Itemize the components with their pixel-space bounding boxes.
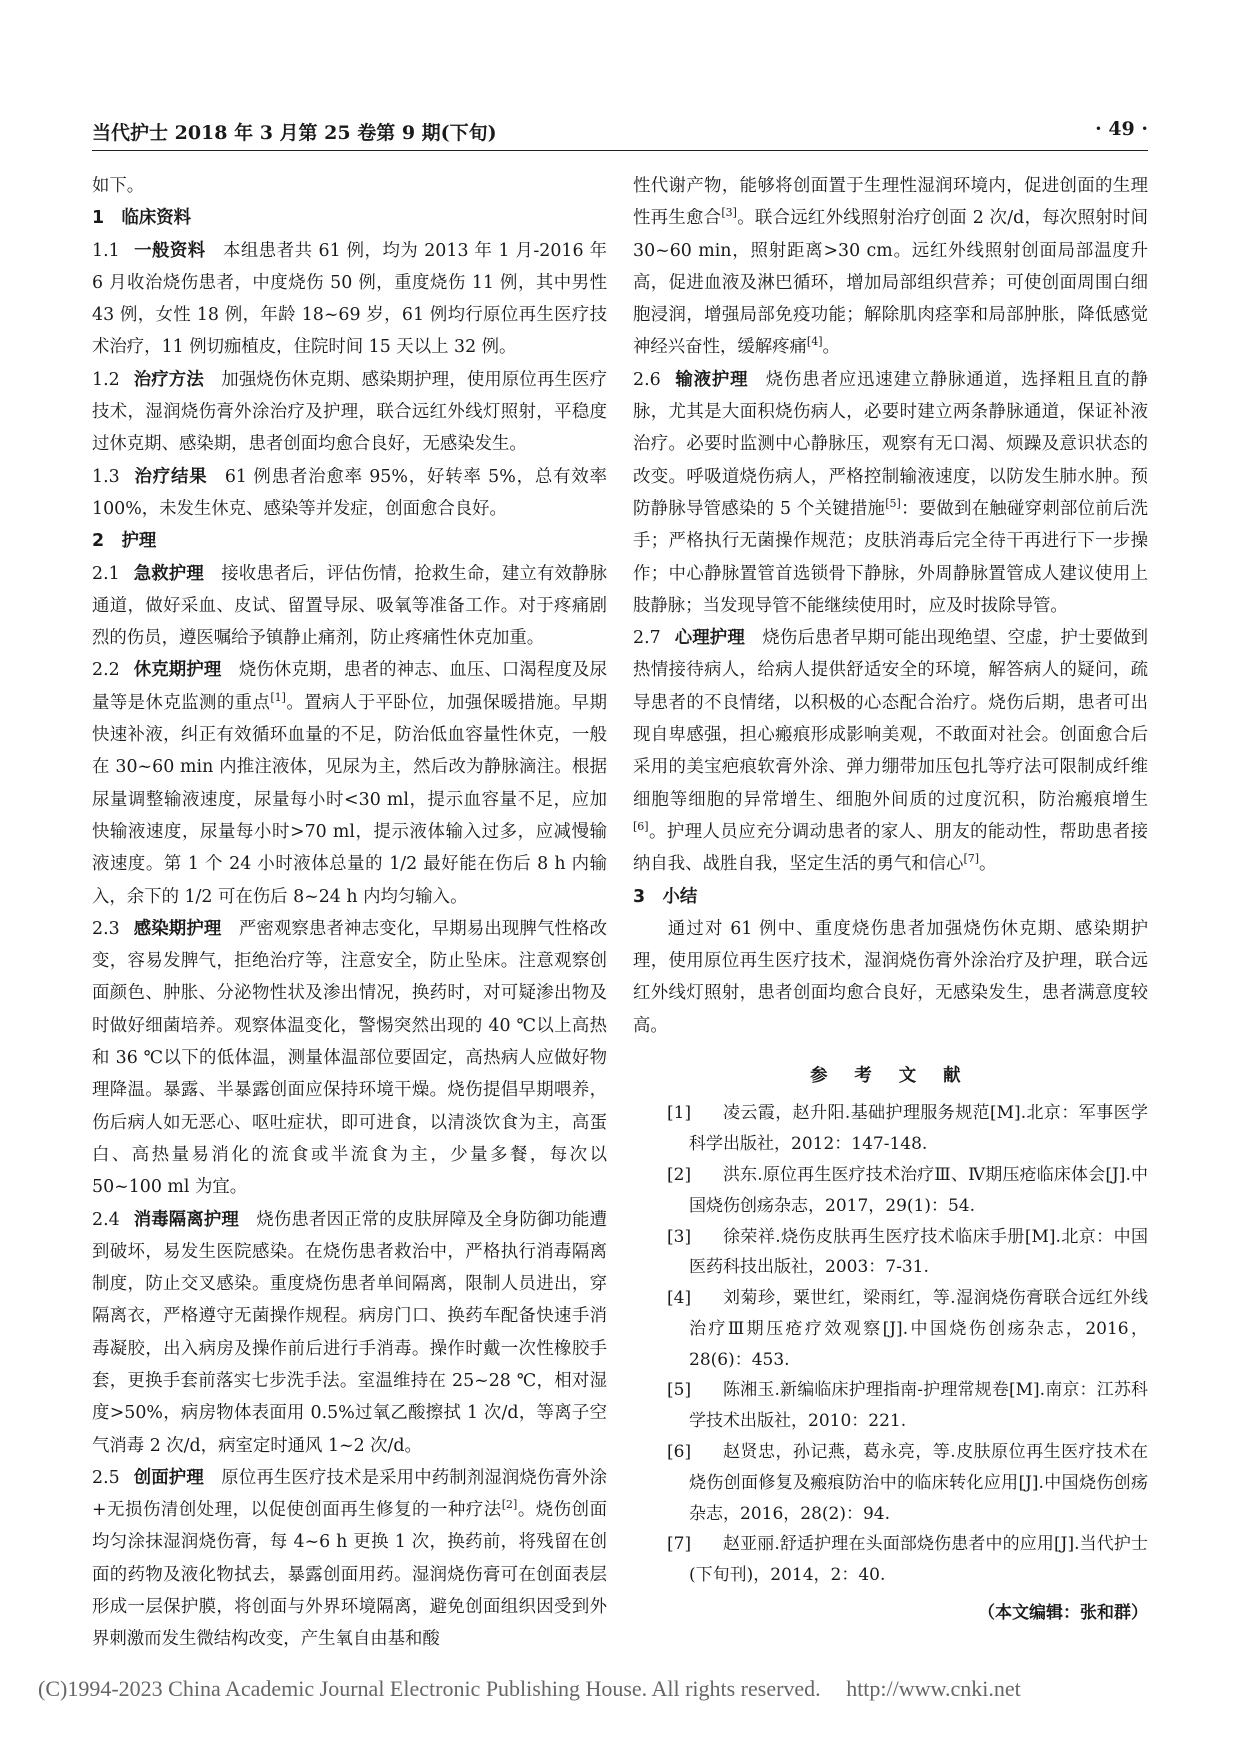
citation-ref: [6]	[633, 820, 649, 834]
reference-item: [7] 赵亚丽.舒适护理在头面部烧伤患者中的应用[J].当代护士(下旬刊)，2014，2：40.	[667, 1534, 1148, 1586]
citation-ref: [3]	[721, 206, 737, 220]
reference-list	[633, 1098, 1148, 1591]
subsection-2-6: 2.6 输液护理 烧伤患者应迅速建立静脉通道，选择粗且直的静脉，尤其是大面积烧伤病人，必要时建立两条静脉通道，保证补液治疗。必要时监测中心静脉压，观察有无口渴、烦躁及意识状态的改变。呼吸道烧伤病人，严格控制输液速度，以防发生肺水肿。预防静脉导管感染的 5 个关键措施[5]：要做到在触碰穿刺部位前后洗手；严格执行无菌操作规范；皮肤消毒后完全待干再进行下一步操作；中心静脉置管首选锁骨下静脉，外周静脉置管成人建议使用上肢静脉；当发现导管不能继续使用时，应及时拔除导管。	[633, 369, 1148, 616]
reference-item: [5] 陈湘玉.新编临床护理指南-护理常规卷[M].南京：江苏科学技术出版社，2010：221.	[667, 1380, 1148, 1432]
subsection-2-2: 2.2 休克期护理 烧伤休克期，患者的神志、血压、口渴程度及尿量等是休克监测的重点[1]。置病人于平卧位，加强保暖措施。早期快速补液，纠正有效循环血量的不足，防治低血容量性休克，一般在 30~60 min 内推注液体，见尿为主，然后改为静脉滴注。根据尿量调整输液速度，尿量每小时<30 ml，提示血容量不足，应加快输液速度，尿量每小时>70 ml，提示液体输入过多，应减慢输液速度。第 1 个 24 小时液体总量的 1/2 最好能在伤后 8 h 内输入，余下的 1/2 可在伤后 8~24 h 内均匀输入。	[92, 660, 607, 907]
subsection-2-7: 2.7 心理护理 烧伤后患者早期可能出现绝望、空虚，护士要做到热情接待病人，给病人提供舒适安全的环境，解答病人的疑问，疏导患者的不良情绪，以积极的心态配合治疗。烧伤后期，患者可出现自卑感强，担心瘢痕形成影响美观，不敢面对社会。创面愈合后采用的美宝疤痕软膏外涂、弹力绷带加压包扎等疗法可限制成纤维细胞等细胞的异常增生、细胞外间质的过度沉积，防治瘢痕增生[6]。护理人员应充分调动患者的家人、朋友的能动性，帮助患者接纳自我、战胜自我，坚定生活的勇气和信心[7]。	[633, 628, 1148, 875]
copyright-text: (C)1994-2023 China Academic Journal Electronic Publishing House. All rights reserved.	[38, 1676, 821, 1701]
left-column	[92, 170, 607, 1656]
right-column	[633, 170, 1148, 1629]
copyright-footer	[38, 1676, 1218, 1702]
subsection-1-1: 1.1 一般资料 本组患者共 61 例，均为 2013 年 1 月-2016 年 6 月收治烧伤患者，中度烧伤 50 例，重度烧伤 11 例，其中男性 43 例，女性 18 例，年龄 18~69 岁，61 例均行原位再生医疗技术治疗，11 例切痂植皮，住院时间 15 天以上 32 例。	[92, 240, 607, 358]
reference-item: [6] 赵贤忠，孙记燕，葛永亮，等.皮肤原位再生医疗技术在烧伤创面修复及瘢痕防治中的临床转化应用[J].中国烧伤创疡杂志，2016，28(2)：94.	[667, 1442, 1148, 1524]
citation-ref: [7]	[963, 852, 980, 866]
reference-item: [4] 刘菊珍，粟世红，梁雨红，等.湿润烧伤膏联合远红外线治疗Ⅲ期压疮疗效观察[J].中国烧伤创疡杂志，2016，28(6)：453.	[667, 1288, 1148, 1370]
header-rule	[92, 150, 1148, 151]
subsection-2-5-continued: 性代谢产物，能够将创面置于生理性湿润环境内，促进创面的生理性再生愈合[3]。联合远红外线照射治疗创面 2 次/d，每次照射时间 30~60 min，照射距离>30 cm。远红外线照射创面局部温度升高，促进血液及淋巴循环，增加局部组织营养；可使创面周围白细胞浸润，增强局部免疫功能；解除肌肉痉挛和局部肿胀，降低感觉神经兴奋性，缓解疼痛[4]。	[633, 176, 1148, 358]
cnki-link[interactable]: http://www.cnki.net	[846, 1676, 1021, 1701]
section-2-heading: 2 护理	[92, 531, 157, 552]
page-number: · 49 ·	[1095, 118, 1148, 140]
running-header	[92, 118, 1148, 148]
subsection-2-1: 2.1 急救护理 接收患者后，评估伤情，抢救生命，建立有效静脉通道，做好采血、皮试、留置导尿、吸氧等准备工作。对于疼痛剧烈的伤员，遵医嘱给予镇静止痛剂，防止疼痛性休克加重。	[92, 563, 607, 649]
reference-item: [2] 洪东.原位再生医疗技术治疗Ⅲ、Ⅳ期压疮临床体会[J].中国烧伤创疡杂志，2017，29(1)：54.	[667, 1164, 1148, 1216]
section-1-heading: 1 临床资料	[92, 208, 192, 229]
citation-ref: [2]	[501, 1498, 518, 1512]
subsection-1-3: 1.3 治疗结果 61 例患者治愈率 95%，好转率 5%，总有效率 100%，未发生休克、感染等并发症，创面愈合良好。	[92, 466, 607, 519]
section-3-heading: 3 小结	[633, 886, 698, 907]
subsection-2-3: 2.3 感染期护理 严密观察患者神志变化，早期易出现脾气性格改变，容易发脾气，拒绝治疗等，注意安全，防止坠床。注意观察创面颜色、肿胀、分泌物性状及渗出情况，换药时，对可疑渗出物及时做好细菌培养。观察体温变化，警惕突然出现的 40 ℃以上高热和 36 ℃以下的低体温，测量体温部位要固定，高热病人应做好物理降温。暴露、半暴露创面应保持环境干燥。烧伤提倡早期喂养，伤后病人如无恶心、呕吐症状，即可进食，以清淡饮食为主，高蛋白、高热量易消化的流食或半流食为主，少量多餐，每次以 50~100 ml 为宜。	[92, 918, 607, 1198]
subsection-2-5: 2.5 创面护理 原位再生医疗技术是采用中药制剂湿润烧伤膏外涂+无损伤清创处理，以促使创面再生修复的一种疗法[2]。烧伤创面均匀涂抹湿润烧伤膏，每 4~6 h 更换 1 次，换药前，将残留在创面的药物及液化物拭去，暴露创面用药。湿润烧伤膏可在创面表层形成一层保护膜，将创面与外界环境隔离，避免创面组织因受到外界刺激而发生微结构改变，产生氧自由基和酸	[92, 1467, 607, 1650]
citation-ref: [4]	[806, 335, 823, 349]
citation-ref: [1]	[270, 690, 286, 704]
subsection-2-4: 2.4 消毒隔离护理 烧伤患者因正常的皮肤屏障及全身防御功能遭到破坏，易发生医院感染。在烧伤患者救治中，严格执行消毒隔离制度，防止交叉感染。重度烧伤患者单间隔离，限制人员进出，穿隔离衣，严格遵守无菌操作规程。病房门口、换药车配备快速手消毒凝胶，出入病房及操作前后进行手消毒。操作时戴一次性橡胶手套，更换手套前落实七步洗手法。室温维持在 25~28 ℃，相对湿度>50%，病房物体表面用 0.5%过氧乙酸擦拭 1 次/d，等离子空气消毒 2 次/d，病室定时通风 1~2 次/d。	[92, 1209, 607, 1456]
editor-credit: （本文编辑：张和群）	[978, 1603, 1148, 1624]
citation-ref: [5]	[885, 497, 901, 511]
reference-item: [1] 凌云霞，赵升阳.基础护理服务规范[M].北京：军事医学科学出版社，2012：147-148.	[667, 1103, 1148, 1155]
intro-line: 如下。	[92, 176, 145, 196]
references-heading: 参 考 文 献	[810, 1066, 971, 1087]
reference-item: [3] 徐荣祥.烧伤皮肤再生医疗技术临床手册[M].北京：中国医药科技出版社，2003：7-31.	[667, 1226, 1148, 1278]
subsection-1-2: 1.2 治疗方法 加强烧伤休克期、感染期护理，使用原位再生医疗技术，湿润烧伤膏外涂治疗及护理，联合远红外线灯照射，平稳度过休克期、感染期，患者创面均愈合良好，无感染发生。	[92, 369, 607, 455]
journal-citation: 当代护士 2018 年 3 月第 25 卷第 9 期(下旬)	[92, 122, 497, 144]
summary-paragraph: 通过对 61 例中、重度烧伤患者加强烧伤休克期、感染期护理，使用原位再生医疗技术，湿润烧伤膏外涂治疗及护理，联合远红外线灯照射，患者创面均愈合良好，无感染发生，患者满意度较高。	[633, 918, 1148, 1036]
